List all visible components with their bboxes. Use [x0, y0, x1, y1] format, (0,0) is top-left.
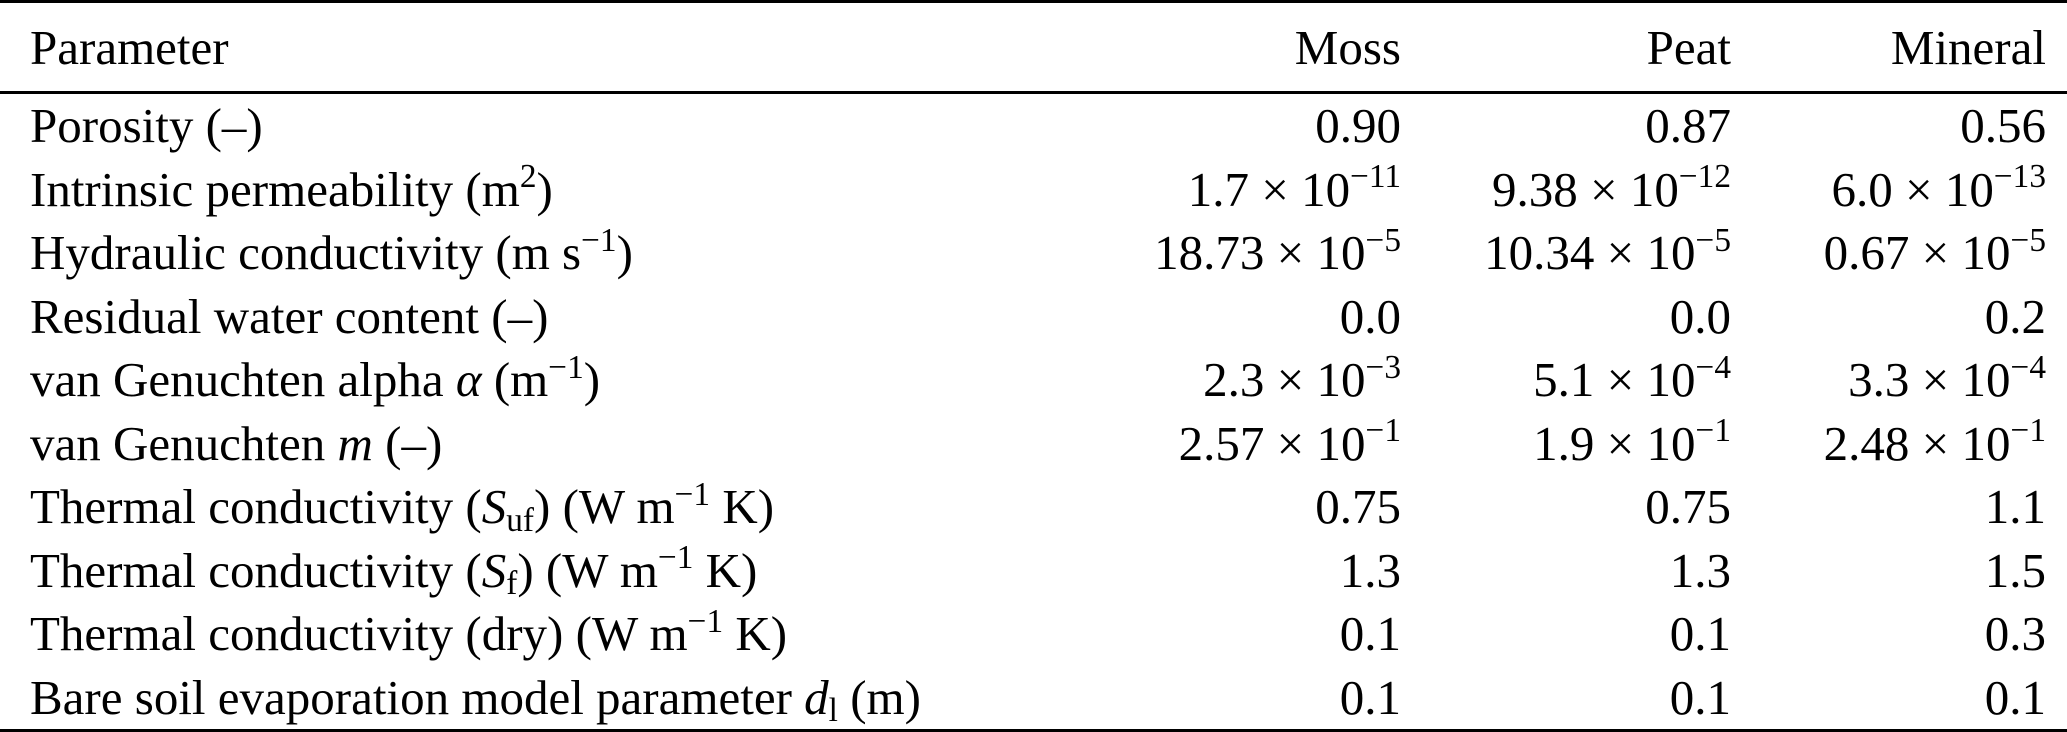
table-row-hydraulic-conductivity	[0, 221, 2067, 285]
table-row-thermal-conductivity-dry	[0, 602, 2067, 666]
mineral-value: 0.3	[1984, 606, 2046, 662]
parameter-label: Intrinsic permeability $(m^2)$	[30, 158, 553, 217]
peat-value: 0.0	[1669, 288, 1731, 344]
mineral-value: 0.56	[1960, 98, 2046, 154]
parameter-label: Thermal conductivity $(S_f)$ (W $m^{-1}$ K)	[30, 539, 758, 603]
peat-value: 0.1	[1669, 606, 1731, 662]
peat-value: $5.1 \times 10^{-4}$	[1533, 348, 1731, 408]
table-row-residual-water-content	[0, 285, 2067, 349]
mineral-value: $3.3 \times 10^{-4}$	[1848, 348, 2046, 408]
peat-value: $1.9 \times 10^{-1}$	[1533, 412, 1731, 471]
column-header-peat: Peat	[1401, 2, 1731, 93]
moss-value: $2.3 \times 10^{-3}$	[1203, 348, 1401, 408]
parameter-label: van Genuchten m (–)	[30, 415, 443, 471]
moss-value: $2.57 \times 10^{-1}$	[1178, 412, 1401, 471]
parameter-label: Porosity (–)	[30, 98, 263, 154]
parameter-label: Residual water content (–)	[30, 288, 549, 344]
parameter-label: Bare soil evaporation model parameter $d_l$ (m)	[30, 669, 921, 730]
header-row	[0, 2, 2067, 93]
mineral-value: 0.2	[1984, 288, 2046, 344]
moss-value: 1.3	[1339, 542, 1401, 598]
moss-value: $18.73 \times 10^{-5}$	[1154, 221, 1401, 281]
table-row-thermal-conductivity-unfrozen	[0, 475, 2067, 539]
table-body	[0, 93, 2067, 731]
parameter-label: Hydraulic conductivity (m $s^{-1}$)	[30, 221, 633, 281]
column-header-moss: Moss	[1081, 2, 1401, 93]
table-row-thermal-conductivity-frozen	[0, 539, 2067, 603]
peat-value: 0.1	[1669, 669, 1731, 725]
peat-value: 0.75	[1645, 479, 1731, 535]
mineral-value: 0.1	[1984, 669, 2046, 725]
moss-value: 0.90	[1315, 98, 1401, 154]
column-header-parameter: Parameter	[0, 2, 1081, 93]
column-header-mineral: Mineral	[1731, 2, 2067, 93]
peat-value: $9.38 \times 10^{-12}$	[1492, 158, 1731, 217]
table-row-van-genuchten-alpha	[0, 348, 2067, 412]
table-row-intrinsic-permeability	[0, 158, 2067, 222]
mineral-value: 1.1	[1984, 479, 2046, 535]
table-row-van-genuchten-m	[0, 412, 2067, 476]
moss-value: 0.75	[1315, 479, 1401, 535]
parameter-label: Thermal conductivity (dry) (W $m^{-1}$ K)	[30, 602, 788, 662]
parameter-label: Thermal conductivity $(S_{uf})$ (W $m^{-1}$ K)	[30, 475, 775, 539]
mineral-value: $6.0 \times 10^{-13}$	[1831, 158, 2046, 217]
peat-value: $10.34 \times 10^{-5}$	[1484, 221, 1731, 281]
moss-value: 0.0	[1339, 288, 1401, 344]
mineral-value: $2.48 \times 10^{-1}$	[1823, 412, 2046, 471]
parameter-label: van Genuchten alpha α $(m^{-1})$	[30, 348, 601, 408]
mineral-value: $0.67 \times 10^{-5}$	[1823, 221, 2046, 281]
moss-value: 0.1	[1339, 669, 1401, 725]
table-row-bare-soil-evaporation	[0, 666, 2067, 731]
mineral-value: 1.5	[1984, 542, 2046, 598]
table-row-porosity	[0, 93, 2067, 158]
peat-value: 1.3	[1669, 542, 1731, 598]
moss-value: $1.7 \times 10^{-11}$	[1187, 158, 1401, 217]
peat-value: 0.87	[1645, 98, 1731, 154]
moss-value: 0.1	[1339, 606, 1401, 662]
